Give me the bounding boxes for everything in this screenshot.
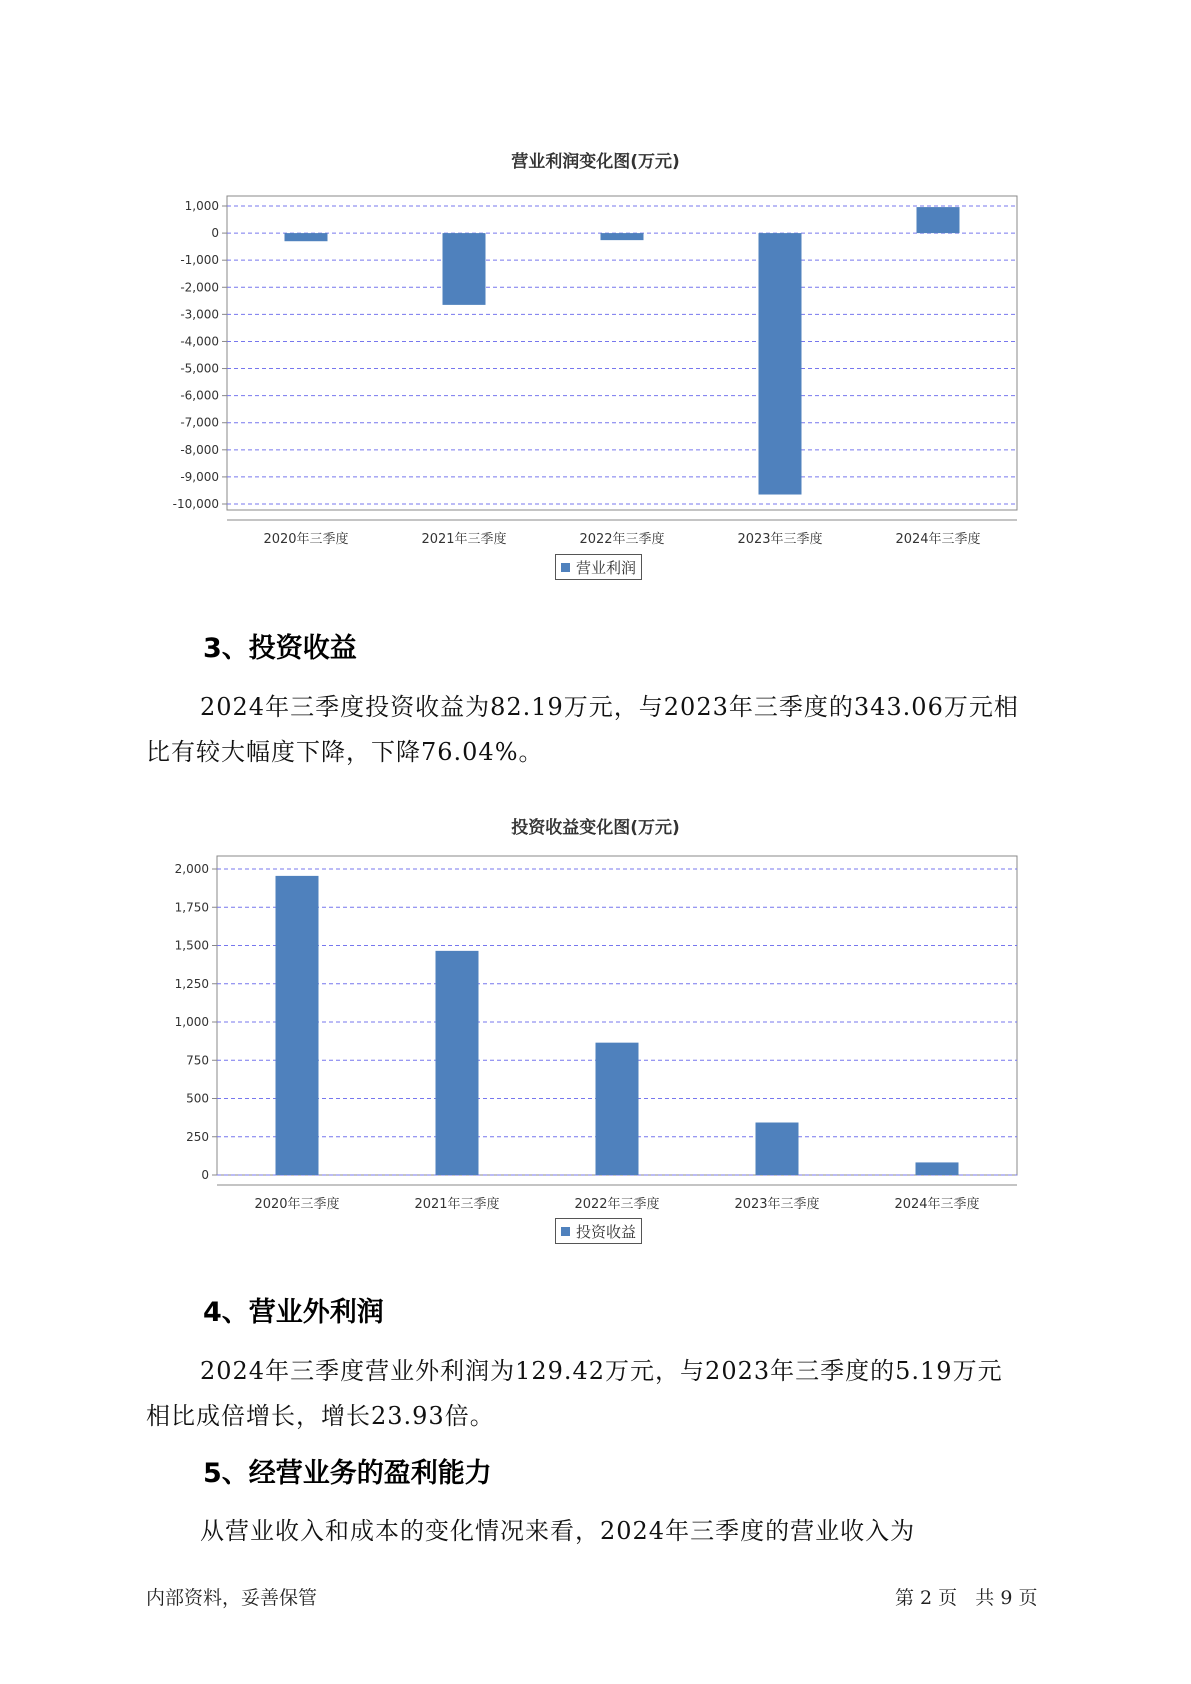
bar <box>436 951 479 1175</box>
chart1-title: 营业利润变化图(万元) <box>511 152 680 172</box>
paragraph-line: 从营业收入和成本的变化情况来看，2024年三季度的营业收入为 <box>200 1517 916 1545</box>
legend-swatch <box>561 1227 570 1236</box>
paragraph-line: 相比成倍增长，增长23.93倍。 <box>146 1402 495 1430</box>
paragraph-line: 2024年三季度营业外利润为129.42万元，与2023年三季度的5.19万元 <box>200 1357 1003 1385</box>
paragraph-line: 2024年三季度投资收益为82.19万元，与2023年三季度的343.06万元相 <box>200 693 1019 721</box>
x-tick-label: 2023年三季度 <box>734 1197 820 1212</box>
chart2-title: 投资收益变化图(万元) <box>511 818 680 838</box>
bar <box>756 1123 799 1175</box>
x-tick-label: 2021年三季度 <box>421 532 507 547</box>
y-tick-label: -2,000 <box>180 280 219 295</box>
y-tick-label: 1,000 <box>184 199 219 213</box>
y-tick-label: -10,000 <box>172 497 219 511</box>
x-tick-label: 2020年三季度 <box>254 1197 340 1212</box>
section-heading-non-operating-profit: 4、营业外利润 <box>203 1297 384 1328</box>
y-tick-label: -7,000 <box>180 415 219 430</box>
section-heading-profitability: 5、经营业务的盈利能力 <box>203 1458 492 1489</box>
paragraph-line: 比有较大幅度下降，下降76.04%。 <box>146 738 544 766</box>
y-tick-label: 1,500 <box>174 938 209 953</box>
y-tick-label: 500 <box>186 1091 209 1106</box>
legend-label: 营业利润 <box>576 558 637 577</box>
y-tick-label: 750 <box>186 1053 209 1068</box>
footer-page-number: 第 2 页 共 9 页 <box>895 1587 1038 1609</box>
y-tick-label: 1,750 <box>174 900 209 915</box>
y-tick-label: -8,000 <box>180 442 219 457</box>
x-tick-label: 2020年三季度 <box>263 532 349 547</box>
y-tick-label: 0 <box>201 1168 209 1182</box>
footer-confidential: 内部资料，妥善保管 <box>146 1587 318 1609</box>
legend-label: 投资收益 <box>576 1222 637 1241</box>
chart2-legend <box>555 1218 642 1244</box>
y-tick-label: -1,000 <box>180 253 219 268</box>
x-tick-label: 2024年三季度 <box>895 532 981 547</box>
y-tick-label: -9,000 <box>180 469 219 484</box>
section-paragraph-non-operating-profit <box>146 1349 1066 1439</box>
bar <box>276 876 319 1175</box>
y-tick-label: 250 <box>186 1129 209 1144</box>
x-tick-label: 2024年三季度 <box>894 1197 980 1212</box>
x-tick-label: 2023年三季度 <box>737 532 823 547</box>
section-paragraph-profitability <box>146 1509 1066 1554</box>
y-tick-label: 2,000 <box>174 862 209 876</box>
y-tick-label: -6,000 <box>180 388 219 403</box>
y-tick-label: 1,000 <box>174 1015 209 1029</box>
section-heading-investment-income: 3、投资收益 <box>203 633 357 664</box>
y-tick-label: 0 <box>211 226 219 241</box>
y-tick-label: -3,000 <box>180 307 219 322</box>
bar <box>596 1043 639 1175</box>
x-tick-label: 2022年三季度 <box>574 1197 660 1212</box>
bar <box>916 1162 959 1175</box>
y-tick-label: -4,000 <box>180 334 219 349</box>
y-tick-label: -5,000 <box>180 361 219 376</box>
x-tick-label: 2022年三季度 <box>579 532 665 547</box>
x-tick-label: 2021年三季度 <box>414 1197 500 1212</box>
y-tick-label: 1,250 <box>174 976 209 991</box>
